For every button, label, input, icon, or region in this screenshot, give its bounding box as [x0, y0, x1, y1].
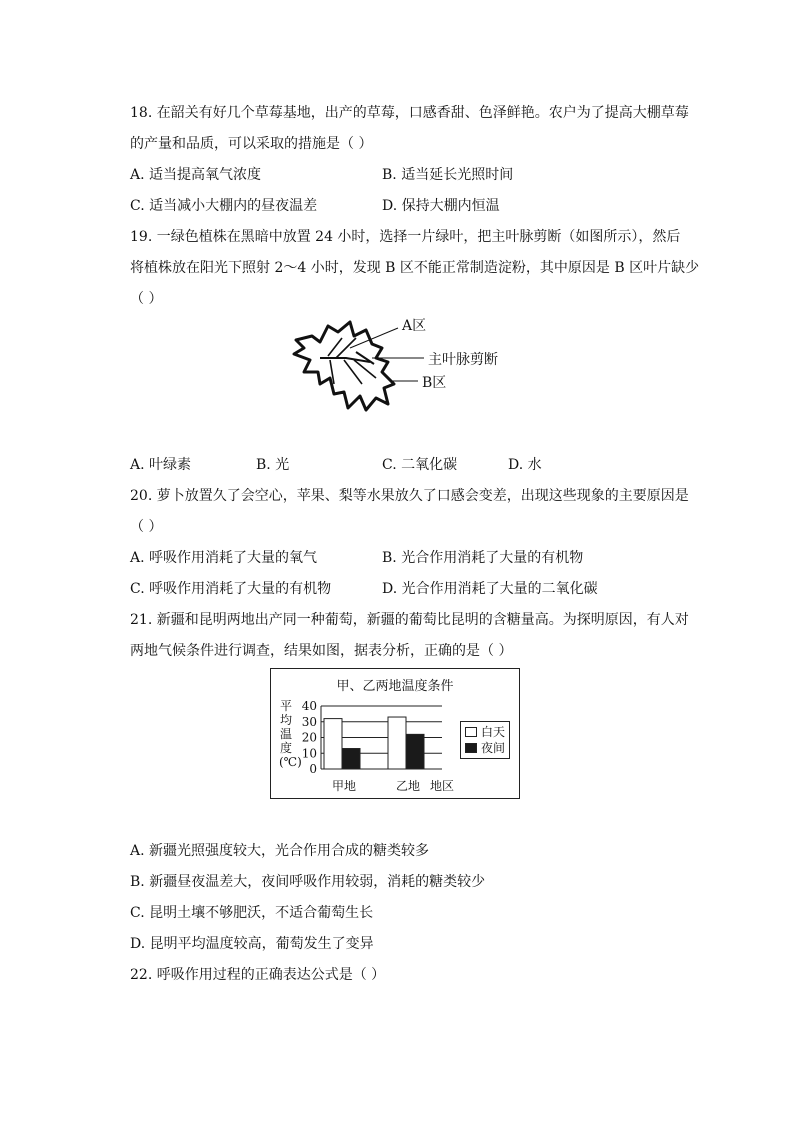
bar-乙地-夜间 [406, 734, 424, 769]
q21-line-2: 两地气候条件进行调查，结果如图，据表分析，正确的是（ ） [130, 643, 513, 659]
q19-option-c: C. 二氧化碳 [382, 457, 458, 473]
q19-line-3: （ ） [130, 291, 163, 307]
leaf-label-b: B区 [422, 375, 447, 391]
q18-option-d: D. 保持大棚内恒温 [382, 198, 500, 214]
q20-line-1: 20. 萝卜放置久了会空心，苹果、梨等水果放久了口感会变差，出现这些现象的主要原因是 [130, 488, 689, 504]
temperature-chart [270, 668, 520, 799]
q21-option-b: B. 新疆昼夜温差大，夜间呼吸作用较弱，消耗的糖类较少 [130, 874, 486, 890]
x-category-1: 乙地 [396, 779, 421, 793]
q20-line-2: （ ） [130, 519, 163, 535]
legend-label-night: 夜间 [481, 741, 506, 755]
x-axis-label: 地区 [430, 779, 455, 793]
q18-line-1: 18. 在韶关有好几个草莓基地，出产的草莓，口感香甜、色泽鲜艳。农户为了提高大棚草莓 [130, 105, 689, 121]
chart-y-axis-label: 平均温度(℃) [279, 699, 302, 769]
q19-option-b: B. 光 [256, 457, 290, 473]
leaf-outline [294, 322, 394, 410]
q18-option-c: C. 适当减小大棚内的昼夜温差 [130, 198, 318, 214]
q19-option-d: D. 水 [508, 457, 542, 473]
legend-label-day: 白天 [481, 725, 506, 739]
q20-option-a: A. 呼吸作用消耗了大量的氧气 [130, 550, 318, 566]
q18-option-b: B. 适当延长光照时间 [382, 167, 514, 183]
q20-option-c: C. 呼吸作用消耗了大量的有机物 [130, 581, 332, 597]
q20-option-b: B. 光合作用消耗了大量的有机物 [382, 550, 584, 566]
y-tick-30: 30 [301, 714, 317, 729]
bar-甲地-夜间 [342, 749, 360, 769]
q21-option-a: A. 新疆光照强度较大，光合作用合成的糖类较多 [130, 843, 430, 859]
q21-option-d: D. 昆明平均温度较高，葡萄发生了变异 [130, 936, 374, 952]
q22-line-1: 22. 呼吸作用过程的正确表达公式是（ ） [130, 967, 386, 983]
leaf-label-a: A区 [402, 318, 427, 334]
y-tick-0: 0 [309, 762, 317, 776]
q21-option-c: C. 昆明土壤不够肥沃，不适合葡萄生长 [130, 905, 374, 921]
y-tick-20: 20 [301, 730, 317, 745]
bar-乙地-白天 [388, 717, 406, 769]
y-tick-40: 40 [301, 699, 317, 713]
q20-option-d: D. 光合作用消耗了大量的二氧化碳 [382, 581, 598, 597]
leaf-label-cut: 主叶脉剪断 [428, 352, 498, 368]
q19-line-1: 19. 一绿色植株在黑暗中放置 24 小时，选择一片绿叶，把主叶脉剪断（如图所示），然后 [130, 229, 681, 245]
q19-line-2: 将植株放在阳光下照射 2～4 小时，发现 B 区不能正常制造淀粉，其中原因是 B 区叶片缺少 [130, 260, 700, 276]
q18-line-2: 的产量和品质，可以采取的措施是（ ） [130, 136, 373, 152]
chart-title: 甲、乙两地温度条件 [336, 679, 454, 694]
legend-item-night [465, 740, 505, 756]
legend-item-day [465, 724, 505, 740]
y-tick-10: 10 [301, 746, 317, 761]
legend-swatch-night [465, 743, 477, 753]
q19-option-a: A. 叶绿素 [130, 457, 192, 473]
bar-甲地-白天 [324, 719, 342, 769]
chart-legend [460, 721, 510, 759]
x-category-0: 甲地 [332, 779, 357, 793]
q21-line-1: 21. 新疆和昆明两地出产同一种葡萄，新疆的葡萄比昆明的含糖量高。为探明原因，有人对 [130, 612, 689, 628]
q18-option-a: A. 适当提高氧气浓度 [130, 167, 262, 183]
legend-swatch-day [465, 727, 477, 737]
